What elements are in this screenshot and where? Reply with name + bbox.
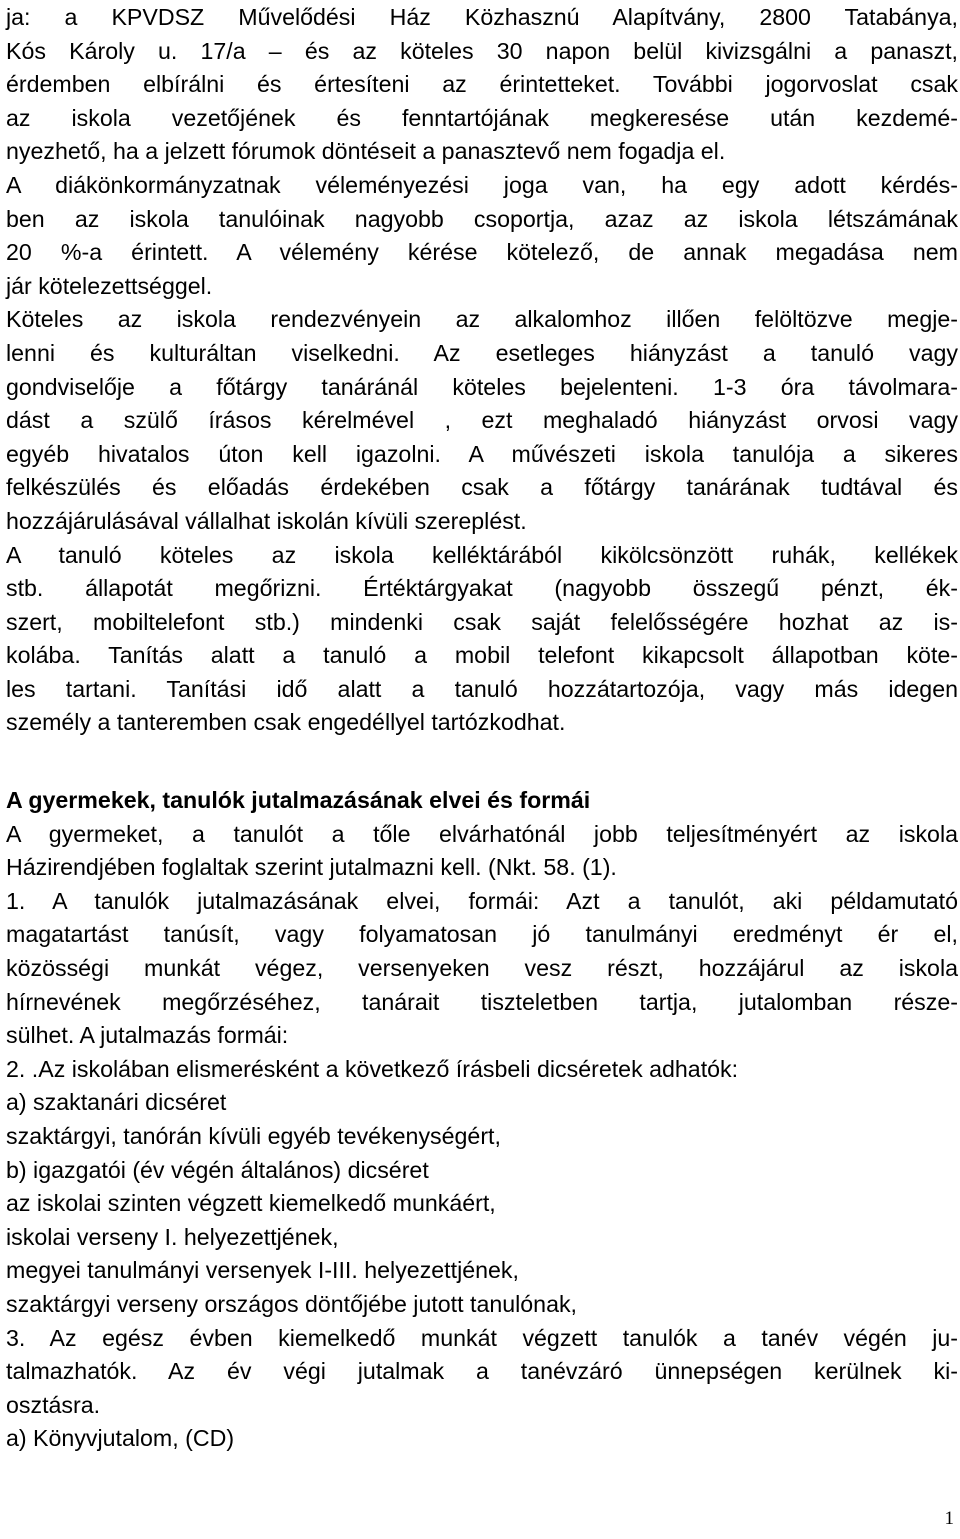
text-line: lenni és kulturáltan viselkedni. Az esetleges hiányzást a tanuló vagy <box>6 339 958 366</box>
text-line: érdemben elbírálni és értesíteni az érintetteket. További jogorvoslat csak <box>6 71 958 98</box>
text-line: magatartást tanúsít, vagy folyamatosan jó tanulmányi eredményt ér el, <box>6 921 958 948</box>
text-line: szert, mobiltelefont stb.) mindenki csak saját felelősségére hozhat az is- <box>6 608 958 635</box>
text-line: szaktárgyi verseny országos döntőjébe jutott tanulónak, <box>6 1290 578 1317</box>
text-line: szaktárgyi, tanórán kívüli egyéb tevékenységért, <box>6 1123 501 1149</box>
text-line: dást a szülő írásos kérelmével , ezt meghaladó hiányzást orvosi vagy <box>6 407 958 434</box>
text-line: egyéb hivatalos úton kell igazolni. A művészeti iskola tanulója a sikeres <box>6 440 958 467</box>
text-line: Köteles az iskola rendezvényein az alkalomhoz illően felöltözve megje- <box>6 306 958 333</box>
text-line: a) Könyvjutalom, (CD) <box>6 1425 235 1452</box>
text-line: sülhet. A jutalmazás formái: <box>6 1022 289 1049</box>
text-line: a) szaktanári dicséret <box>6 1089 227 1116</box>
text-line: személy a tanteremben csak engedéllyel tartózkodhat. <box>6 709 566 736</box>
text-line: nyezhető, ha a jelzett fórumok döntéseit a panasztevő nem fogadja el. <box>6 138 726 165</box>
text-line: stb. állapotát megőrizni. Értéktárgyakat (nagyobb összegű pénzt, ék- <box>6 575 958 602</box>
text-line: 2. .Az iskolában elismerésként a következő írásbeli dicséretek adhatók: <box>6 1055 739 1082</box>
text-line: kolába. Tanítás alatt a tanuló a mobil telefont kikapcsolt állapotban köte- <box>6 642 958 669</box>
text-line: gondviselője a főtárgy tanáránál köteles bejelenteni. 1-3 óra távolmara- <box>6 373 958 400</box>
text-line: iskolai verseny I. helyezettjének, <box>6 1223 339 1250</box>
text-line: talmazhatók. Az év végi jutalmak a tanévzáró ünnepségen kerülnek ki- <box>6 1358 958 1385</box>
text-line: felkészülés és előadás érdekében csak a főtárgy tanárának tudtával és <box>6 474 958 501</box>
text-line: A diákönkormányzatnak véleményezési joga van, ha egy adott kérdés- <box>6 171 958 198</box>
section-heading: A gyermekek, tanulók jutalmazásának elvei és formái <box>6 787 591 814</box>
text-line: hírnevének megőrzéséhez, tanárait tiszteletben tartja, jutalomban része- <box>6 988 958 1015</box>
text-line: megyei tanulmányi versenyek I-III. helyezettjének, <box>6 1257 519 1284</box>
text-line: Házirendjében foglaltak szerint jutalmazni kell. (Nkt. 58. (1). <box>6 854 617 881</box>
document-page <box>6 1 958 1456</box>
body-text-block-1 <box>6 1 958 740</box>
text-line: az iskola vezetőjének és fenntartójának megkeresése után kezdemé- <box>6 104 958 131</box>
text-line: A tanuló köteles az iskola kelléktárából kikölcsönzött ruhák, kellékek <box>6 541 958 568</box>
text-line: A gyermeket, a tanulót a tőle elvárhatónál jobb teljesítményért az iskola <box>6 820 958 847</box>
text-line: les tartani. Tanítási idő alatt a tanuló hozzátartozója, vagy más idegen <box>6 675 958 702</box>
text-line: ben az iskola tanulóinak nagyobb csoportja, azaz az iskola létszámának <box>6 205 958 232</box>
section-spacer <box>6 740 958 784</box>
text-line: Kós Károly u. 17/a – és az köteles 30 napon belül kivizsgálni a panaszt, <box>6 37 958 64</box>
text-line: hozzájárulásával vállalhat iskolán kívüli szereplést. <box>6 507 527 534</box>
text-line: osztásra. <box>6 1391 101 1418</box>
text-line: jár kötelezettséggel. <box>6 272 213 299</box>
text-line: az iskolai szinten végzett kiemelkedő munkáért, <box>6 1190 496 1217</box>
text-line: közösségi munkát végez, versenyeken vesz részt, hozzájárul az iskola <box>6 955 958 982</box>
text-line: 1. A tanulók jutalmazásának elvei, formái: Azt a tanulót, aki példamutató <box>6 887 958 914</box>
text-line: 3. Az egész évben kiemelkedő munkát végzett tanulók a tanév végén ju- <box>6 1324 958 1351</box>
page-number: 1 <box>944 1508 954 1529</box>
body-text-block-2 <box>6 818 958 1456</box>
text-line: b) igazgatói (év végén általános) dicséret <box>6 1156 429 1183</box>
text-line: ja: a KPVDSZ Művelődési Ház Közhasznú Alapítvány, 2800 Tatabánya, <box>6 4 958 30</box>
text-line: 20 %-a érintett. A vélemény kérése kötelező, de annak megadása nem <box>6 239 958 266</box>
